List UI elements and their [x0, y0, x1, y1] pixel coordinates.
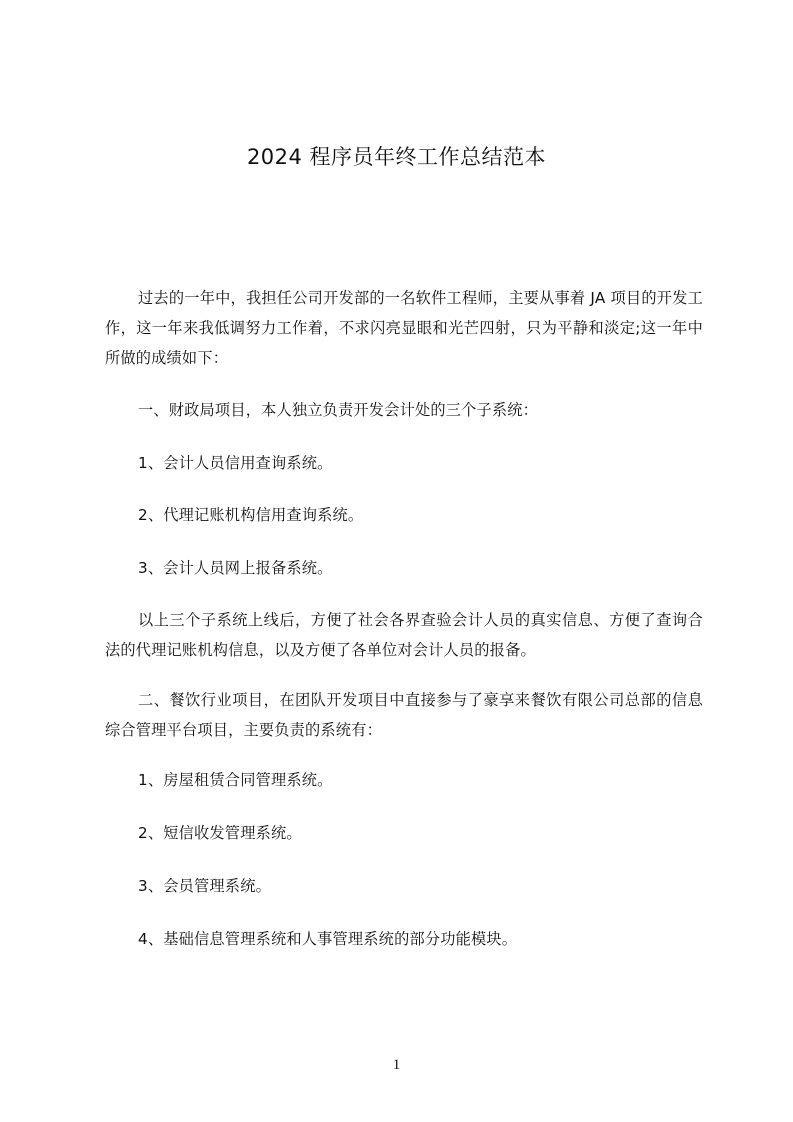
paragraph-list-item: 3、会计人员网上报备系统。	[138, 559, 333, 577]
paragraph-section-2-heading: 二、餐饮行业项目，在团队开发项目中直接参与了豪享来餐饮有限公司总部的信息综合管理平台项目，主要负责的系统有：	[105, 691, 703, 739]
paragraph-section-1-summary: 以上三个子系统上线后，方便了社会各界查验会计人员的真实信息、方便了查询合法的代理记账机构信息，以及方便了各单位对会计人员的报备。	[105, 611, 703, 659]
paragraph-list-item: 1、会计人员信用查询系统。	[138, 454, 333, 472]
page-number: 1	[392, 1057, 401, 1073]
paragraph-section-1-heading: 一、财政局项目，本人独立负责开发会计处的三个子系统：	[138, 401, 539, 419]
document-title: 2024 程序员年终工作总结范本	[246, 145, 547, 169]
paragraph-intro: 过去的一年中，我担任公司开发部的一名软件工程师，主要从事着 JA 项目的开发工作，这一年来我低调努力工作着，不求闪亮显眼和光芒四射，只为平静和淡定;这一年中所做的成绩如下：	[105, 289, 703, 367]
paragraph-list-item: 1、房屋租赁合同管理系统。	[138, 771, 333, 789]
paragraph-list-item: 2、代理记账机构信用查询系统。	[138, 506, 364, 524]
paragraph-list-item: 3、会员管理系统。	[138, 877, 271, 895]
paragraph-list-item: 2、短信收发管理系统。	[138, 824, 302, 842]
paragraph-list-item: 4、基础信息管理系统和人事管理系统的部分功能模块。	[138, 930, 518, 948]
